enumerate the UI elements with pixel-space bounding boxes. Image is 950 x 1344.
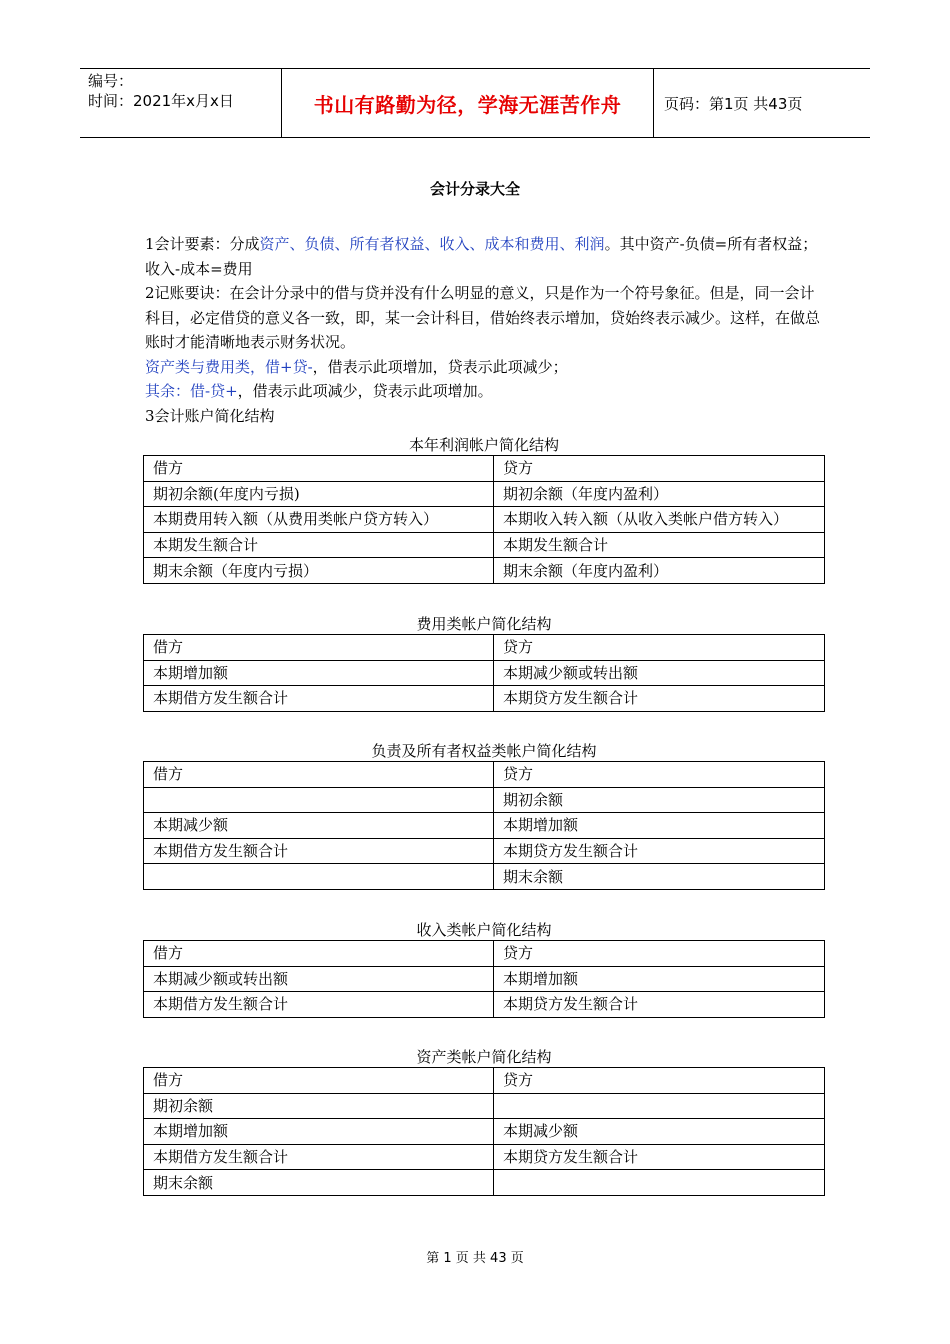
table-cell: 借方 [144, 941, 494, 967]
table-cell: 本期发生额合计 [494, 532, 825, 558]
table-cell: 本期减少额或转出额 [494, 660, 825, 686]
table-cell: 本期贷方发生额合计 [494, 1144, 825, 1170]
paragraph-rule: 2记账要诀：在会计分录中的借与贷并没有什么明显的意义，只是作为一个符号象征。但是，同一会计科目，必定借贷的意义各一致，即，某一会计科目，借始终表示增加，贷始终表示减少。这样，在做总账时才能清晰地表示财务状况。 [145, 284, 821, 351]
table-row [144, 992, 825, 1018]
text-run: 1会计要素：分成 [145, 235, 260, 253]
header-motto: 书山有路勤为径，学海无涯苦作舟 [282, 69, 654, 137]
table-cell: 贷方 [494, 456, 825, 482]
table-cell: 本期收入转入额（从收入类帐户借方转入） [494, 507, 825, 533]
table-cell: 本期减少额 [494, 1119, 825, 1145]
table-cell: 本期减少额 [144, 813, 494, 839]
account-table [143, 761, 825, 890]
table-row [144, 941, 825, 967]
table-row [144, 1144, 825, 1170]
table-row [144, 456, 825, 482]
paragraph-asset-rule [145, 355, 825, 380]
table-row [144, 532, 825, 558]
table-cell: 本期增加额 [144, 1119, 494, 1145]
text-run: ，借表示此项增加，贷表示此项减少； [312, 357, 568, 376]
account-table [143, 634, 825, 712]
table-cell: 借方 [144, 762, 494, 788]
account-table [143, 455, 825, 584]
table-cell: 借方 [144, 635, 494, 661]
table-cell: 本期贷方发生额合计 [494, 838, 825, 864]
table-caption: 收入类帐户简化结构 [416, 921, 552, 939]
table-cell: 本期减少额或转出额 [144, 966, 494, 992]
text-run: ，借表示此项减少，贷表示此项增加。 [237, 382, 493, 400]
table-cell: 本期借方发生额合计 [144, 686, 494, 712]
table-cell [494, 1093, 825, 1119]
text-run: 。其中资产-负债=所有者权益；收入-成本=费用 [145, 235, 818, 278]
header-page-info: 页码：第1页 共43页 [664, 94, 803, 113]
table-liability-equity-account [143, 741, 825, 890]
paragraph-other-rule [145, 379, 825, 404]
table-cell: 本期增加额 [494, 966, 825, 992]
paragraph-elements [145, 232, 825, 281]
table-caption: 费用类帐户简化结构 [416, 615, 552, 633]
header-meta [80, 69, 282, 137]
table-row [144, 558, 825, 584]
table-row [144, 838, 825, 864]
table-cell: 期末余额 [494, 864, 825, 890]
table-row [144, 635, 825, 661]
table-cell [144, 864, 494, 890]
table-row [144, 966, 825, 992]
table-revenue-account [143, 920, 825, 1018]
table-cell [144, 787, 494, 813]
table-caption: 负责及所有者权益类帐户简化结构 [371, 742, 597, 760]
table-row [144, 762, 825, 788]
table-cell: 本期借方发生额合计 [144, 1144, 494, 1170]
table-cell: 本期借方发生额合计 [144, 838, 494, 864]
table-row [144, 507, 825, 533]
table-profit-account [143, 435, 825, 584]
table-row [144, 660, 825, 686]
table-cell: 贷方 [494, 1068, 825, 1094]
table-row [144, 787, 825, 813]
highlight-text: 资产类与费用类，借+贷- [145, 357, 313, 376]
table-cell: 本期增加额 [144, 660, 494, 686]
table-cell: 期末余额 [144, 1170, 494, 1196]
table-cell: 期初余额(年度内亏损) [144, 481, 494, 507]
table-cell: 贷方 [494, 762, 825, 788]
table-cell: 本期费用转入额（从费用类帐户贷方转入） [144, 507, 494, 533]
table-row [144, 813, 825, 839]
table-cell: 借方 [144, 1068, 494, 1094]
table-caption: 本年利润帐户简化结构 [408, 436, 559, 454]
table-cell: 期末余额（年度内盈利） [494, 558, 825, 584]
table-expense-account [143, 614, 825, 712]
table-cell [494, 1170, 825, 1196]
header-number: 编号： [88, 72, 134, 90]
table-cell: 本期借方发生额合计 [144, 992, 494, 1018]
table-cell: 本期发生额合计 [144, 532, 494, 558]
table-caption: 资产类帐户简化结构 [416, 1048, 552, 1066]
table-cell: 本期贷方发生额合计 [494, 992, 825, 1018]
table-row [144, 864, 825, 890]
body-text [145, 232, 825, 428]
table-row [144, 1119, 825, 1145]
table-cell: 期末余额（年度内亏损） [144, 558, 494, 584]
table-cell: 本期贷方发生额合计 [494, 686, 825, 712]
account-table [143, 1067, 825, 1196]
table-row [144, 1093, 825, 1119]
table-row [144, 686, 825, 712]
table-cell: 本期增加额 [494, 813, 825, 839]
highlight-text: 资产、负债、所有者权益、收入、成本和费用、利润 [259, 235, 605, 253]
page-footer: 第 1 页 共 43 页 [426, 1251, 524, 1266]
table-row [144, 1068, 825, 1094]
table-cell: 期初余额（年度内盈利） [494, 481, 825, 507]
table-cell: 贷方 [494, 941, 825, 967]
table-cell: 期初余额 [494, 787, 825, 813]
document-title: 会计分录大全 [429, 180, 520, 198]
table-cell: 期初余额 [144, 1093, 494, 1119]
highlight-text: 其余：借-贷+ [145, 382, 238, 400]
account-table [143, 940, 825, 1018]
table-asset-account [143, 1047, 825, 1196]
table-row [144, 1170, 825, 1196]
page-header [80, 68, 870, 138]
header-date: 时间：2021年x月x日 [88, 92, 234, 110]
table-row [144, 481, 825, 507]
table-cell: 借方 [144, 456, 494, 482]
paragraph-section-3: 3会计账户简化结构 [145, 406, 275, 425]
table-cell: 贷方 [494, 635, 825, 661]
